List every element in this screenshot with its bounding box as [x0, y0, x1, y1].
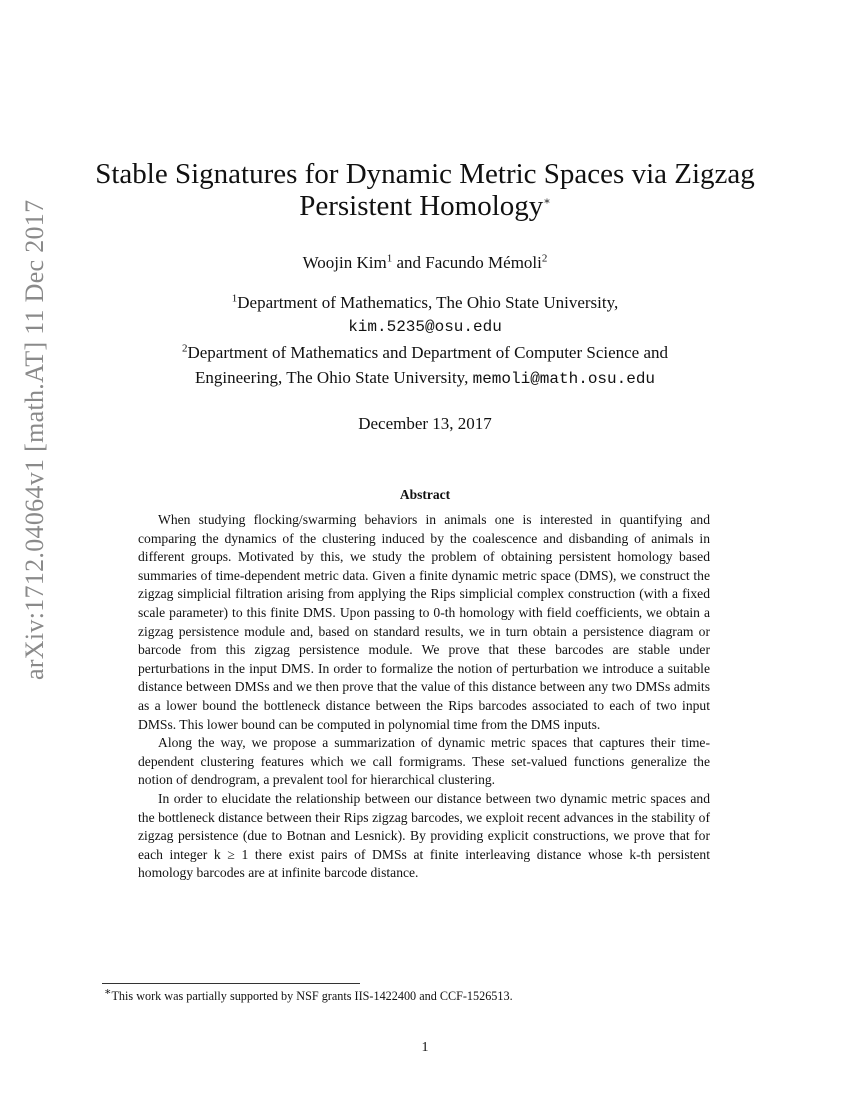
authors	[0, 253, 850, 273]
affiliation-2-cont: Engineering, The Ohio State University,	[194, 368, 473, 387]
email-2[interactable]: memoli@math.osu.edu	[472, 370, 656, 388]
author-2: Facundo Mémoli	[425, 253, 542, 272]
aff2-sup: 2	[181, 342, 188, 355]
email-1[interactable]: kim.5235@osu.edu	[348, 318, 502, 336]
footnote-text: This work was partially supported by NSF grants IIS-1422400 and CCF-1526513.	[111, 989, 513, 1003]
aff1-sup: 1	[231, 292, 238, 305]
paper-title	[0, 158, 850, 222]
affiliation-2: Department of Mathematics and Department of Computer Science and	[187, 343, 669, 362]
author-2-sup: 2	[541, 252, 548, 265]
footnote	[104, 985, 513, 1004]
title-line-2: Persistent Homology	[299, 190, 544, 222]
abstract-heading: Abstract	[399, 487, 451, 502]
abstract-paragraph: Along the way, we propose a summarization of dynamic metric spaces that captures their time-dependent clustering features which we call formigrams. These set-valued functions generalize the notion of dendrogram, a prevalent tool for hierarchical clustering.	[138, 735, 710, 788]
footnote-mark: ∗	[104, 985, 112, 998]
abstract-paragraph: In order to elucidate the relationship between our distance between two dynamic metric spaces and the bottleneck distance between their Rips zigzag barcodes, we exploit recent advances in the stability of zigzag persistence (due to Botnan and Lesnick). By providing explicit constructions, we prove that for each integer k ≥ 1 there exist pairs of DMSs at finite interleaving distance whose k-th persistent homology barcodes are at infinite barcode distance.	[138, 790, 710, 881]
title-footnote-mark: ∗	[543, 195, 551, 208]
abstract	[138, 511, 710, 883]
affiliation-1: Department of Mathematics, The Ohio State University,	[237, 293, 619, 312]
author-and: and	[392, 253, 426, 272]
title-line-1: Stable Signatures for Dynamic Metric Spaces via Zigzag	[95, 158, 755, 190]
author-1-sup: 1	[386, 252, 393, 265]
arxiv-stamp: arXiv:1712.04064v1 [math.AT] 11 Dec 2017	[20, 199, 49, 680]
author-1: Woojin Kim	[302, 253, 387, 272]
affiliations	[0, 290, 850, 392]
footnote-rule	[102, 983, 360, 984]
date: December 13, 2017	[358, 414, 492, 433]
page-number: 1	[421, 1040, 429, 1055]
abstract-paragraph: When studying flocking/swarming behaviors in animals one is interested in quantifying and comparing the dynamics of the clustering induced by the coalescence and disbanding of animals in different groups. Motivated by this, we study the problem of obtaining persistent homology based summaries of time-dependent metric data. Given a finite dynamic metric space (DMS), we construct the zigzag simplicial filtration arising from applying the Rips simplicial complex construction (with a fixed scale parameter) to this finite DMS. Upon passing to 0-th homology with field coefficients, we obtain a zigzag persistence module and, based on standard results, we in turn obtain a persistence diagram or barcode from this zigzag persistence module. We prove that these barcodes are stable under perturbations in the input DMS. In order to formalize the notion of perturbation we introduce a suitable distance between DMSs and we then prove that the value of this distance between any two DMSs admits as a lower bound the bottleneck distance between the Rips barcodes associated to each of two input DMSs. This lower bound can be computed in polynomial time from the DMS inputs.	[138, 512, 710, 732]
